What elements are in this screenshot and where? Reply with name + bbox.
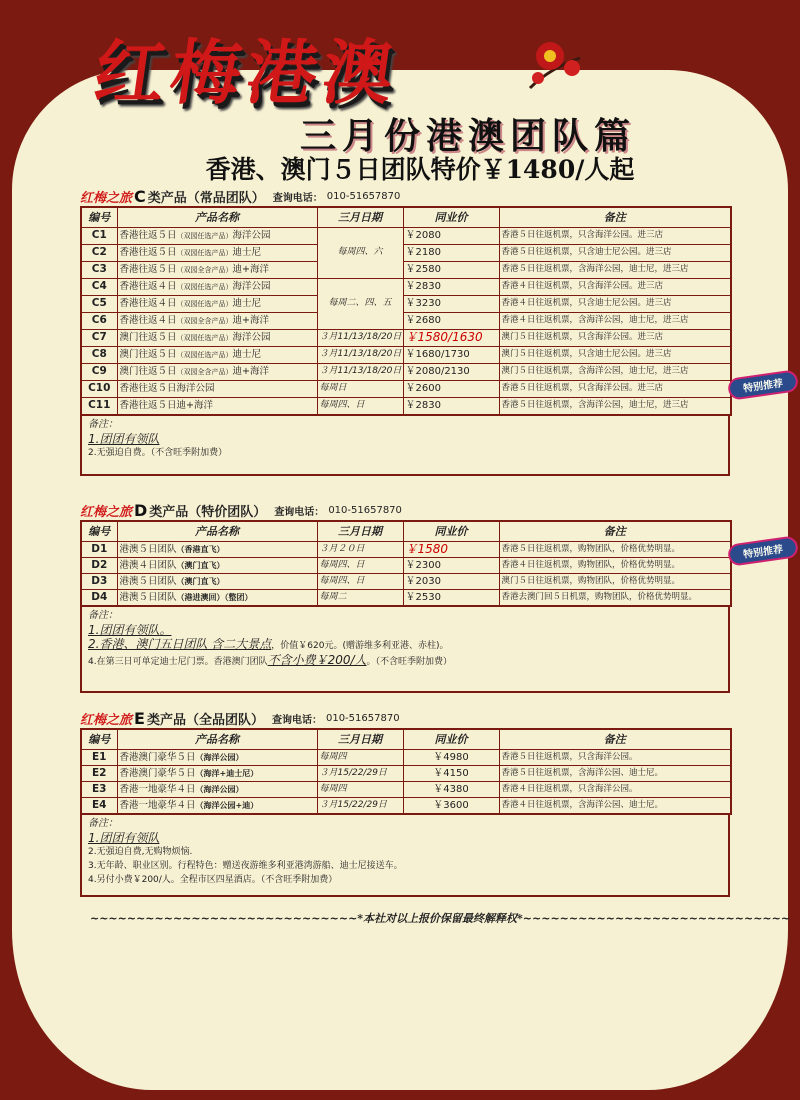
table-row: [81, 589, 731, 606]
cell-price: ￥2180: [403, 244, 499, 261]
product-name: 港澳５日团队: [119, 591, 177, 603]
product-name: 港澳５日团队: [119, 575, 177, 587]
cell-price: ￥2680: [403, 312, 499, 329]
cell-name: [117, 765, 317, 781]
cell-note: 香港４日往返机票，只含海洋公园。: [499, 781, 731, 797]
notes-label: 备注：: [88, 418, 118, 430]
cell-note: 香港４日往返机票，含海洋公园，迪士尼，进三店: [499, 312, 731, 329]
cell-price: ￥4980: [403, 749, 499, 765]
product-dest: 海洋公园: [232, 331, 271, 343]
cell-note: 香港５日往返机票，含海洋公园，迪士尼，进三店: [499, 261, 731, 278]
cell-name: [117, 573, 317, 589]
cell-date: 每周四、日: [317, 573, 403, 589]
cell-code: C8: [81, 346, 117, 363]
cell-code: C5: [81, 295, 117, 312]
product-name: 澳门往返５日: [119, 331, 177, 343]
col-note: 备注: [499, 207, 731, 227]
product-tag: （双园任选产品）: [176, 231, 233, 240]
col-name: 产品名称: [117, 729, 317, 749]
product-tag: （双园任选产品）: [176, 282, 233, 291]
table-header-row: [81, 207, 731, 227]
product-table-d: [80, 520, 732, 607]
section-e: [80, 708, 730, 897]
product-table-c: [80, 206, 732, 416]
table-row: [81, 295, 731, 312]
cell-note: 澳门５日往返机票，只含迪士尼公园。进三店: [499, 346, 731, 363]
product-tag: （港进澳回）（整团）: [176, 592, 253, 602]
cell-note: 香港４日往返机票，购物团队，价格优势明显。: [499, 557, 731, 573]
table-row: [81, 397, 731, 415]
product-tag: （双园全含产品）: [176, 316, 233, 325]
product-tag: （双园全含产品）: [176, 367, 233, 376]
cell-date: 每周四: [317, 749, 403, 765]
brand-label: 红梅之旅: [80, 190, 133, 206]
cell-code: C3: [81, 261, 117, 278]
table-row: [81, 363, 731, 380]
cell-code: D2: [81, 557, 117, 573]
table-row: [81, 380, 731, 397]
note-line: 2.无强迫自费,无购物烦恼.: [88, 846, 193, 857]
phone-label: 查询电话：: [272, 192, 323, 204]
cell-price: ￥2600: [403, 380, 499, 397]
col-date: 三月日期: [317, 207, 403, 227]
section-title: 类产品（特价团队）: [149, 504, 267, 520]
notes-d: [80, 607, 730, 693]
col-name: 产品名称: [117, 521, 317, 541]
cell-note: 香港去澳门回５日机票，购物团队，价格优势明显。: [499, 589, 731, 606]
col-price: 同业价: [403, 207, 499, 227]
cell-price: ￥2080: [403, 227, 499, 244]
cell-note: 澳门５日往返机票，购物团队，价格优势明显。: [499, 573, 731, 589]
section-title: 类产品（全品团队）: [146, 712, 264, 728]
cell-code: D3: [81, 573, 117, 589]
product-tag: （海洋公园+迪）: [195, 800, 259, 810]
cell-code: C6: [81, 312, 117, 329]
cell-name: [117, 781, 317, 797]
cell-code: E2: [81, 765, 117, 781]
product-dest: 海洋公园: [232, 229, 271, 241]
cell-price: ￥1580: [403, 541, 499, 557]
table-row: [81, 346, 731, 363]
notes-e: [80, 815, 730, 897]
note-highlight: 2.香港、澳门五日团队 含二大景点: [88, 636, 272, 651]
page-headline: 香港、澳门５日团队特价￥1480/人起: [205, 155, 635, 184]
cell-date: ３月15/22/29日: [317, 765, 403, 781]
product-name: 港澳４日团队: [119, 559, 177, 571]
cell-note: 香港５日往返机票，购物团队，价格优势明显。: [499, 541, 731, 557]
cell-code: E3: [81, 781, 117, 797]
product-name: 港澳５日团队: [119, 543, 177, 555]
table-row: [81, 573, 731, 589]
product-tag: （双园任选产品）: [176, 333, 233, 342]
table-row: [81, 227, 731, 244]
section-c-header: [80, 186, 730, 206]
cell-code: D4: [81, 589, 117, 606]
cell-note: 香港５日往返机票，只含海洋公园。进三店: [499, 227, 731, 244]
product-name: 香港往返４日: [119, 297, 177, 309]
product-dest: 迪士尼: [232, 348, 262, 360]
note-text: 4.在第三日可单定迪士尼门票。香港澳门团队: [88, 656, 268, 667]
cell-note: 香港５日往返机票，含海洋公园，迪士尼，进三店: [499, 397, 731, 415]
product-dest: 海洋公园: [232, 280, 271, 292]
cell-note: 香港４日往返机票，含海洋公园、迪士尼。: [499, 797, 731, 814]
cell-date: ３月２０日: [317, 541, 403, 557]
col-price: 同业价: [403, 729, 499, 749]
cell-date-merged: 每周四、六: [317, 227, 403, 278]
note-line: 4.另付小费￥200/人。全程市区四星酒店。（不含旺季附加费）: [88, 874, 338, 885]
table-header-row: [81, 521, 731, 541]
note-line: 3.无年龄、职业区别。行程特色：赠送夜游维多利亚港湾游船、迪士尼接送车。: [88, 860, 403, 871]
table-row: [81, 765, 731, 781]
phone-label: 查询电话：: [274, 506, 325, 518]
cell-date: 每周日: [317, 380, 403, 397]
note-line: 1.团团有领队: [88, 431, 160, 446]
cell-name: [117, 397, 317, 415]
table-row: [81, 557, 731, 573]
product-name: 香港往返５日: [119, 246, 177, 258]
product-tag: （香港直飞）: [176, 544, 225, 554]
cell-price: ￥2830: [403, 278, 499, 295]
col-note: 备注: [499, 521, 731, 541]
cell-code: C9: [81, 363, 117, 380]
product-name: 香港一地豪华４日: [119, 799, 196, 811]
cell-note: 香港５日往返机票，含海洋公园、迪士尼。: [499, 765, 731, 781]
cell-price: ￥4380: [403, 781, 499, 797]
phone-label: 查询电话：: [271, 714, 322, 726]
cell-price: ￥2080/2130: [403, 363, 499, 380]
col-date: 三月日期: [317, 729, 403, 749]
logo-title: 红梅港澳: [89, 31, 405, 114]
note-highlight: 不含小费￥200/人: [267, 652, 367, 667]
cell-name: [117, 346, 317, 363]
col-code: 编号: [81, 729, 117, 749]
col-date: 三月日期: [317, 521, 403, 541]
product-dest: 迪+海洋: [232, 365, 269, 377]
product-name: 香港澳门豪华５日: [119, 767, 196, 779]
section-d: [80, 500, 730, 693]
cell-name: [117, 797, 317, 814]
cell-date: ３月11/13/18/20日: [317, 346, 403, 363]
footer-disclaimer: ~~~~~~~~~~~~~~~~~~~~~~~~~~~~~*本社对以上报价保留最终解释权*~~~~~~~~~~~~~~~~~~~~~~~~~~~~~: [90, 912, 791, 925]
cell-name: [117, 295, 317, 312]
cell-code: E4: [81, 797, 117, 814]
section-title: 类产品（常品团队）: [147, 190, 265, 206]
cell-name: [117, 589, 317, 606]
cell-price: ￥2580: [403, 261, 499, 278]
table-row: [81, 244, 731, 261]
table-row: [81, 261, 731, 278]
notes-c: [80, 416, 730, 476]
table-row: [81, 797, 731, 814]
cell-price: ￥2530: [403, 589, 499, 606]
table-row: [81, 781, 731, 797]
cell-name: [117, 380, 317, 397]
product-name: 澳门往返５日: [119, 348, 177, 360]
col-note: 备注: [499, 729, 731, 749]
cell-note: 香港５日往返机票，只含海洋公园。: [499, 749, 731, 765]
cell-code: C2: [81, 244, 117, 261]
cell-date-merged: 每周二、四、五: [317, 278, 403, 329]
cell-name: [117, 261, 317, 278]
product-tag: （双园全含产品）: [176, 265, 233, 274]
product-name: 香港往返４日: [119, 314, 177, 326]
cell-note: 香港４日往返机票，只含海洋公园。进三店: [499, 278, 731, 295]
product-tag: （澳门直飞）: [176, 560, 225, 570]
cell-price: ￥2030: [403, 573, 499, 589]
product-name: 香港往返５日迪+海洋: [119, 399, 213, 411]
product-dest: 迪士尼: [232, 246, 262, 258]
recommend-badge: 特别推荐: [727, 369, 799, 401]
cell-price: ￥2830: [403, 397, 499, 415]
note-line: 2.无强迫自费。（不含旺季附加费）: [88, 447, 228, 458]
class-letter: C: [134, 186, 146, 206]
col-code: 编号: [81, 207, 117, 227]
note-text: ，价值￥620元。(赠游维多利亚港、赤柱)。: [271, 640, 449, 651]
product-tag: （海洋+迪士尼）: [195, 768, 259, 778]
cell-name: [117, 227, 317, 244]
table-row: [81, 541, 731, 557]
section-c: [80, 186, 730, 476]
brand-label: 红梅之旅: [80, 712, 133, 728]
product-tag: （澳门直飞）: [176, 576, 225, 586]
notes-label: 备注：: [88, 609, 118, 621]
col-name: 产品名称: [117, 207, 317, 227]
class-letter: E: [134, 708, 145, 728]
cell-note: 香港４日往返机票，只含迪士尼公园。进三店: [499, 295, 731, 312]
note-line: [88, 653, 722, 669]
note-line: 1.团团有领队: [88, 830, 160, 845]
cell-date: ３月11/13/18/20日: [317, 329, 403, 346]
cell-code: C4: [81, 278, 117, 295]
product-name: 澳门往返５日: [119, 365, 177, 377]
table-row: [81, 278, 731, 295]
product-name: 香港一地豪华４日: [119, 783, 196, 795]
cell-code: E1: [81, 749, 117, 765]
product-name: 香港往返４日: [119, 280, 177, 292]
cell-price: ￥4150: [403, 765, 499, 781]
table-row: [81, 749, 731, 765]
cell-date: ３月11/13/18/20日: [317, 363, 403, 380]
cell-name: [117, 278, 317, 295]
note-text: 。（不含旺季附加费）: [366, 656, 453, 667]
product-table-e: [80, 728, 732, 815]
cell-code: D1: [81, 541, 117, 557]
cell-name: [117, 557, 317, 573]
brand-label: 红梅之旅: [80, 504, 133, 520]
class-letter: D: [134, 500, 148, 520]
product-name: 香港往返５日海洋公园: [119, 382, 215, 394]
plum-blossom-icon: [520, 28, 590, 98]
notes-label: 备注：: [88, 817, 118, 829]
product-dest: 迪士尼: [232, 297, 262, 309]
cell-price: ￥3230: [403, 295, 499, 312]
cell-name: [117, 363, 317, 380]
phone-number: 010-51657870: [325, 712, 400, 724]
note-line: [88, 637, 722, 653]
cell-code: C1: [81, 227, 117, 244]
product-tag: （双园任选产品）: [176, 350, 233, 359]
cell-note: 澳门５日往返机票，只含海洋公园。进三店: [499, 329, 731, 346]
col-price: 同业价: [403, 521, 499, 541]
cell-name: [117, 312, 317, 329]
cell-price: ￥1580/1630: [403, 329, 499, 346]
product-tag: （双园任选产品）: [176, 299, 233, 308]
cell-date: 每周四、日: [317, 397, 403, 415]
phone-number: 010-51657870: [326, 190, 401, 202]
recommend-badge: 特别推荐: [727, 535, 799, 567]
phone-number: 010-51657870: [328, 504, 402, 516]
cell-name: [117, 749, 317, 765]
cell-name: [117, 329, 317, 346]
cell-note: 澳门５日往返机票，含海洋公园，迪士尼，进三店: [499, 363, 731, 380]
cell-date: 每周二: [317, 589, 403, 606]
cell-name: [117, 244, 317, 261]
product-name: 香港往返５日: [119, 263, 177, 275]
table-row: [81, 312, 731, 329]
col-code: 编号: [81, 521, 117, 541]
note-line: 1.团团有领队。: [88, 622, 172, 637]
cell-note: 香港５日往返机票，只含海洋公园。进三店: [499, 380, 731, 397]
cell-date: 每周四、日: [317, 557, 403, 573]
section-e-header: [80, 708, 730, 728]
cell-date: ３月15/22/29日: [317, 797, 403, 814]
cell-price: ￥2300: [403, 557, 499, 573]
product-tag: （海洋公园）: [195, 784, 244, 794]
product-dest: 迪+海洋: [232, 263, 269, 275]
product-name: 香港往返５日: [119, 229, 177, 241]
product-tag: （海洋公园）: [195, 752, 244, 762]
cell-note: 香港５日往返机票，只含迪士尼公园。进三店: [499, 244, 731, 261]
cell-code: C10: [81, 380, 117, 397]
cell-code: C11: [81, 397, 117, 415]
cell-name: [117, 541, 317, 557]
product-name: 香港澳门豪华５日: [119, 751, 196, 763]
product-dest: 迪+海洋: [232, 314, 269, 326]
cell-date: 每周四: [317, 781, 403, 797]
product-tag: （双园任选产品）: [176, 248, 233, 257]
table-row: [81, 329, 731, 346]
section-d-header: [80, 500, 730, 520]
page-subtitle: 三月份港澳团队篇: [300, 115, 637, 157]
cell-price: ￥3600: [403, 797, 499, 814]
cell-price: ￥1680/1730: [403, 346, 499, 363]
cell-code: C7: [81, 329, 117, 346]
table-header-row: [81, 729, 731, 749]
